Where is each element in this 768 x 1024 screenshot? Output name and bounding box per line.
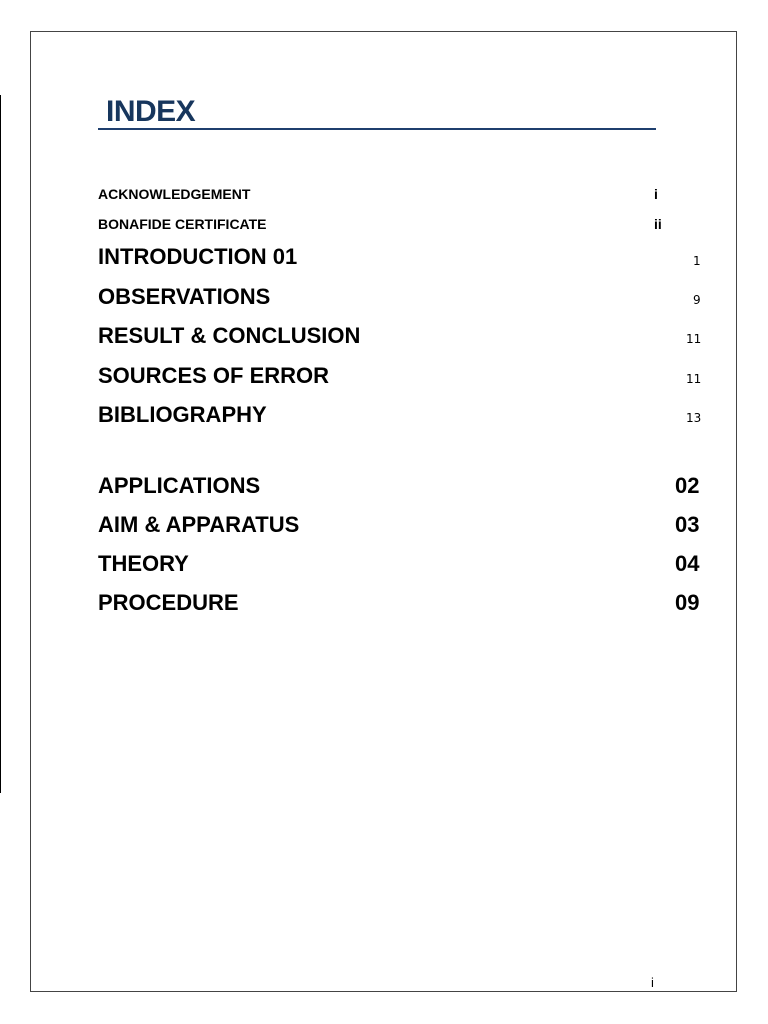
toc-entry-bibliography: BIBLIOGRAPHY (98, 402, 267, 427)
toc-page-introduction: 1 (693, 254, 701, 268)
toc-entry-acknowledgement: ACKNOWLEDGEMENT (98, 186, 251, 202)
toc-entry-procedure: PROCEDURE (98, 590, 239, 615)
toc-entry-bonafide-certificate: BONAFIDE CERTIFICATE (98, 216, 267, 232)
toc-page-bonafide-certificate: ii (654, 216, 662, 232)
toc-entry-sources-of-error: SOURCES OF ERROR (98, 363, 330, 388)
toc-entry-observations: OBSERVATIONS (98, 284, 271, 309)
toc-page-procedure: 09 (675, 590, 700, 615)
document-page (30, 31, 737, 992)
toc-page-aim-apparatus: 03 (675, 512, 700, 537)
toc-page-observations: 9 (693, 293, 701, 307)
toc-entry-theory: THEORY (98, 551, 189, 576)
toc-page-result-conclusion: 11 (686, 332, 702, 346)
title-underline (98, 128, 656, 130)
toc-entry-applications: APPLICATIONS (98, 473, 261, 498)
toc-page-acknowledgement: i (654, 186, 658, 202)
toc-entry-introduction: INTRODUCTION 01 (98, 244, 298, 269)
toc-page-theory: 04 (675, 551, 700, 576)
toc-page-applications: 02 (675, 473, 700, 498)
index-title: INDEX (106, 95, 196, 128)
toc-entry-result-conclusion: RESULT & CONCLUSION (98, 323, 361, 348)
toc-entry-aim-apparatus: AIM & APPARATUS (98, 512, 300, 537)
toc-page-bibliography: 13 (686, 411, 702, 425)
toc-page-sources-of-error: 11 (686, 372, 702, 386)
left-margin-rule (0, 95, 1, 793)
footer-page-number: i (651, 975, 654, 990)
